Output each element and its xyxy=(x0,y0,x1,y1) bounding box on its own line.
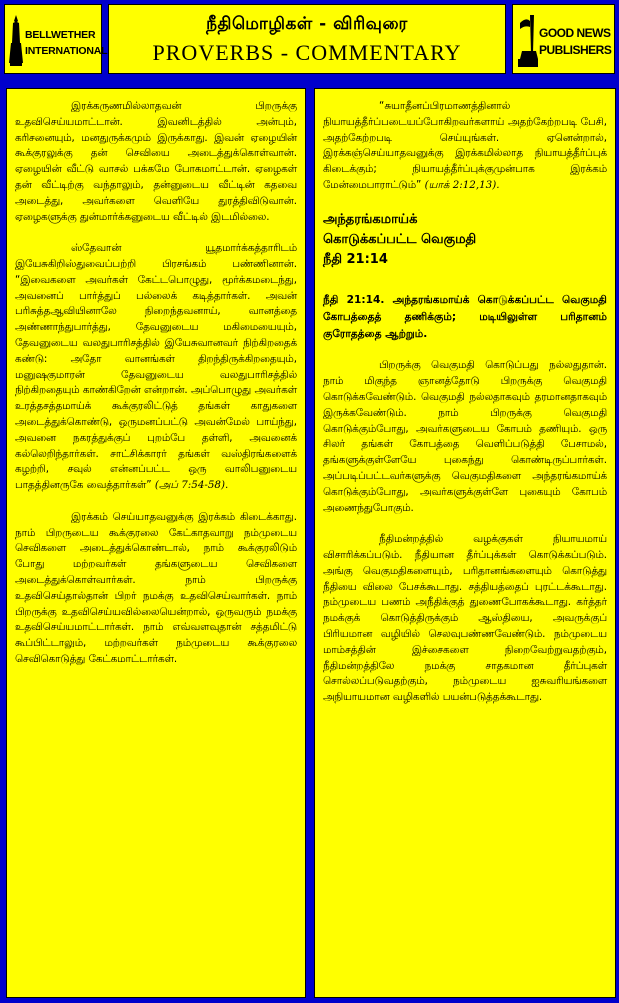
logo-right-line1: GOOD NEWS xyxy=(539,26,611,40)
trumpet-icon xyxy=(516,13,538,69)
james-quote xyxy=(323,99,607,194)
left-paragraph-3: இரக்கம் செய்யாதவனுக்கு இரக்கம் கிடைக்காது. நாம் பிறருடைய கூக்குரலை கேட்காதவாறு நம்முடைய செவிகளை அடைத்துக்கொண்டால், நாம் கூக்குரலிடும் போது மற்றவர்கள் தங்களுடைய செவிகளை அடைத்துக்கொள்வார்கள். நாம் பிறருக்கு உதவிசெய்தால்தான் பிறர் நமக்கு உதவிசெய்வார்கள். நாம் பிறருக்கு உதவிசெய்யவில்லையென்றால், ஒருவரும் நமக்கு உதவிசெய்யமாட்டார்கள். நாம் எவ்வளவுதான் சத்தமிட்டு கூப்பிட்டாலும், மற்றவர்கள் நம்முடைய கூக்குரலை செவிகொடுத்து கேட்கமாட்டார்கள். xyxy=(15,510,297,665)
right-column-frame xyxy=(310,80,619,1003)
left-column-text xyxy=(15,99,297,683)
left-paragraph-2 xyxy=(15,241,297,494)
right-column xyxy=(314,88,616,998)
section-heading xyxy=(323,210,607,270)
left-column-frame xyxy=(0,80,310,1003)
bell-ram-icon xyxy=(8,13,24,67)
right-paragraph-2: நீதிமன்றத்தில் வழக்குகள் நியாயமாய் விசாரிக்கப்படும். நீதியான தீர்ப்புக்கள் கொடுக்கப்படும். அங்கு வெகுமதிகளையும், பரிதானங்களையும் கொடுத்து நீதியை விலை பேசக்கூடாது. சத்தியத்தைப் புரட்டக்கூடாது. நம்முடைய பணம் அநீதிக்குத் துணைபோகக்கூடாது. கர்த்தர் நமக்குக் கொடுத்திருக்கும் ஆஸ்தியை, அவருக்குப் பிரியமான வழியில் செலவுபண்ணவேண்டும். நம்முடைய மாம்சத்தின் இச்சைகளை நிறைவேற்றுவதற்கும், நீதிமன்றத்திலே நமக்கு சாதகமான தீர்ப்புகள் சொல்லப்படுவதற்கும், நம்முடைய ஐசுவரியங்களை அநியாயமான வழிகளில் பயன்படுத்தக்கூடாது. xyxy=(323,533,607,704)
scripture-reference-james: (யாக் 2:12,13). xyxy=(424,178,500,191)
right-paragraph-1: பிறருக்கு வெகுமதி கொடுப்பது நல்லதுதான். நாம் மிகுந்த ஞானத்தோடு பிறருக்கு வெகுமதி கொடுக்கவேண்டும். வெகுமதி நல்லதாகவும் தரமானதாகவும் இருக்கவேண்டும். நாம் பிறருக்கு வெகுமதி கொடுக்கும்போது, அவர்களுடைய கோபம் தணியும். ஒரு சிலர் தங்கள் கோபத்தை வெளிப்படுத்தி பேசாமல், தங்களுக்குள்ளேயே புகைந்து கொண்டிருப்பார்கள். அப்படிப்பட்டவர்களுக்கு வெகுமதிகளை அந்தரங்கமாய்க் கொடுக்கும்போது, அவர்களுக்குள்ளே புகையும் கோபம் அணைந்துபோகும். xyxy=(323,359,607,514)
title-tamil: நீதிமொழிகள் - விரிவுரை xyxy=(206,14,408,34)
scripture-reference-acts: (அப் 7:54-58). xyxy=(154,479,229,492)
good-news-logo xyxy=(512,4,615,74)
title-box xyxy=(108,4,506,74)
section-heading-line2: கொடுக்கப்பட்ட வெகுமதி xyxy=(323,231,477,247)
title-english: PROVERBS - COMMENTARY xyxy=(152,40,462,65)
left-paragraph-1: இரக்கருணமில்லாதவன் பிறருக்கு உதவிசெய்யமாட்டான். இவனிடத்தில் அன்பும், கரிசனையும், மனதுருக்கமும் இருக்காது. இவன் ஏழையின் கூக்குரலுக்கு தன் செவியை அடைத்துக்கொள்வான். ஏழையின் வீட்டு வாசல் பக்கமே போகமாட்டான். ஏழைகள் தன் வீட்டிற்கு வந்தாலும், தன்னுடைய வீட்டின் கதவை அடைத்து, அவர்களை வெளியே துரத்திவிடுவான். ஏழைகளுக்கு துன்மார்க்கனுடைய வீட்டில் இடமில்லை. xyxy=(15,100,297,223)
left-paragraph-2-text: ஸ்தேவான் யூதமார்க்கத்தாரிடம் இயேசுகிறிஸ்துவைப்பற்றி பிரசங்கம் பண்ணினான். “இவைகளை அவர்கள் கேட்டபொழுது, மூர்க்கமடைந்து, அவனைப் பார்த்துப் பல்லைக் கடித்தார்கள். அவன் பரிசுத்தஆவியினாலே நிறைந்தவனாய், வானத்தை அண்ணாந்துபார்த்து, தேவனுடைய மகிமையையும், தேவனுடைய வலதுபாரிசத்தில் இயேசுவானவர் நிற்கிறதைக் கண்டு: அதோ வானங்கள் திறந்திருக்கிறதையும், மனுஷகுமாரன் தேவனுடைய வலதுபாரிசத்தில் நிற்கிறதையும் காண்கிறேன் என்றான். அப்பொழுது அவர்கள் உரத்தசத்தமாய்க் கூக்குரலிட்டுத் தங்கள் காதுகளை அடைத்துக்கொண்டு, ஒருமனப்பட்டு அவன்மேல் பாய்ந்து, அவனை நகரத்துக்குப் புறம்பே தள்ளி, அவனைக் கல்லெறிந்தார்கள். சாட்சிக்காரர் தங்கள் வஸ்திரங்களைக் கழற்றி, சவுல் என்னப்பட்ட ஒரு வாலிபனுடைய பாதத்தினருகே வைத்தார்கள்” xyxy=(15,242,297,492)
section-heading-line1: அந்தரங்கமாய்க் xyxy=(323,211,418,227)
verse-text: நீதி 21:14. அந்தரங்கமாய்க் கொடுக்கப்பட்ட வெகுமதி கோபத்தைத் தணிக்கும்; மடியிலுள்ள பரிதானம் குரோதத்தை ஆற்றும். xyxy=(323,293,607,340)
left-column xyxy=(6,88,306,998)
bellwether-logo xyxy=(4,4,108,74)
header-banner xyxy=(0,0,619,80)
logo-left-line1: BELLWETHER xyxy=(25,29,96,41)
logo-left-line2: INTERNATIONAL xyxy=(25,45,108,57)
james-quote-text: “சுயாதீனப்பிரமாணத்தினால் நியாயத்தீர்ப்படையப்போகிறவர்களாய் அதற்கேற்றபடி பேசி, அதற்கேற்றபடி செய்யுங்கள். ஏனென்றால், இரக்கஞ்செய்யாதவனுக்கு இரக்கமில்லாத நியாயத்தீர்ப்புக் கிடைக்கும்; நியாயத்தீர்ப்புக்குமுன்பாக இரக்கம் மேன்மைபாராட்டும்” xyxy=(323,100,607,191)
section-heading-line3: நீதி 21:14 xyxy=(323,251,388,267)
logo-right-line2: PUBLISHERS xyxy=(539,43,612,57)
right-column-text xyxy=(323,99,607,722)
